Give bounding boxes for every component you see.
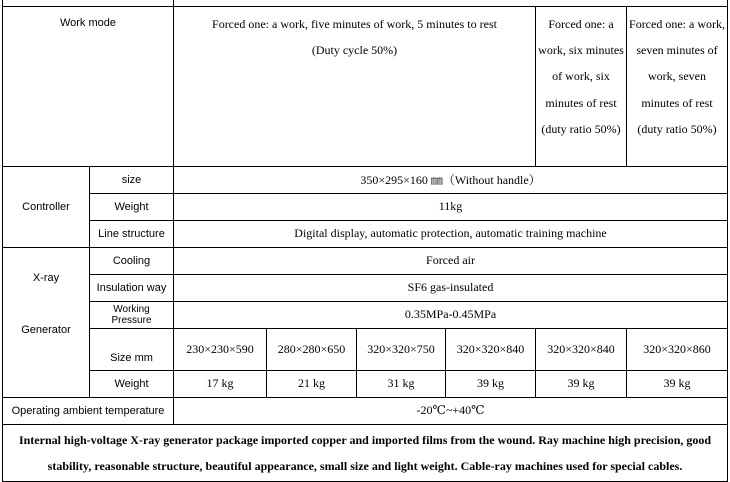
- size-cell: 320×320×750: [357, 328, 446, 370]
- size-cell: 320×320×840: [536, 328, 627, 370]
- table-row: [3, 424, 728, 481]
- description-footer: Internal high-voltage X-ray generator package imported copper and imported films from the wound. Ray machine high precision, good stability, reasonable structure, beautiful appearance, small size and light weight. Cable-ray machines used for special cables.: [3, 424, 728, 481]
- table-row: [3, 328, 728, 370]
- row-label: Weight: [90, 193, 174, 220]
- weight-cell: 21 kg: [267, 370, 357, 397]
- value-cell: 11kg: [174, 193, 728, 220]
- value-cell: SF6 gas-insulated: [174, 274, 728, 301]
- table-row: [3, 301, 728, 328]
- weight-cell: 31 kg: [357, 370, 446, 397]
- row-label: Insulation way: [90, 274, 174, 301]
- work-mode-text: Forced one: a work, five minutes of work, 5 minutes to rest: [212, 16, 497, 31]
- value-cell: 0.35MPa-0.45MPa: [174, 301, 728, 328]
- weight-cell: 39 kg: [627, 370, 728, 397]
- group-label-line: Generator: [21, 323, 71, 336]
- table-row: [3, 397, 728, 424]
- row-label: Line structure: [90, 220, 174, 247]
- value-cell: Forced air: [174, 247, 728, 274]
- group-label-xray-generator: [3, 247, 90, 397]
- size-cell: 320×320×860: [627, 328, 728, 370]
- work-mode-cell: Forced one: a work, six minutes of work, six minutes of rest (duty ratio 50%): [536, 6, 627, 166]
- value-cell: 350×295×160 ㎜（Without handle）: [174, 166, 728, 193]
- row-label-operating-temperature: Operating ambient temperature: [3, 397, 174, 424]
- size-cell: 280×280×650: [267, 328, 357, 370]
- table-row: [3, 274, 728, 301]
- spec-table: [2, 0, 728, 482]
- table-row: [3, 220, 728, 247]
- value-cell: Digital display, automatic protection, automatic training machine: [174, 220, 728, 247]
- work-mode-cell: Forced one: a work, seven minutes of work, seven minutes of rest (duty ratio 50%): [627, 6, 728, 166]
- row-label: size: [90, 166, 174, 193]
- row-label: Weight: [90, 370, 174, 397]
- value-cell: -20℃~+40℃: [174, 397, 728, 424]
- table-row: [3, 247, 728, 274]
- weight-cell: 39 kg: [536, 370, 627, 397]
- table-row: [3, 193, 728, 220]
- size-cell: 230×230×590: [174, 328, 267, 370]
- row-label-work-mode: Work mode: [3, 6, 174, 166]
- work-mode-cell: [174, 6, 536, 166]
- table-row: [3, 6, 728, 166]
- weight-cell: 39 kg: [446, 370, 536, 397]
- group-label-controller: Controller: [3, 166, 90, 247]
- group-label-line: X-ray: [32, 271, 60, 284]
- row-label: Working Pressure: [90, 301, 174, 328]
- row-label: Size mm: [90, 328, 174, 370]
- work-mode-duty: (Duty cycle 50%): [311, 42, 398, 57]
- size-cell: 320×320×840: [446, 328, 536, 370]
- table-row: [3, 166, 728, 193]
- weight-cell: 17 kg: [174, 370, 267, 397]
- table-row: [3, 370, 728, 397]
- row-label: Cooling: [90, 247, 174, 274]
